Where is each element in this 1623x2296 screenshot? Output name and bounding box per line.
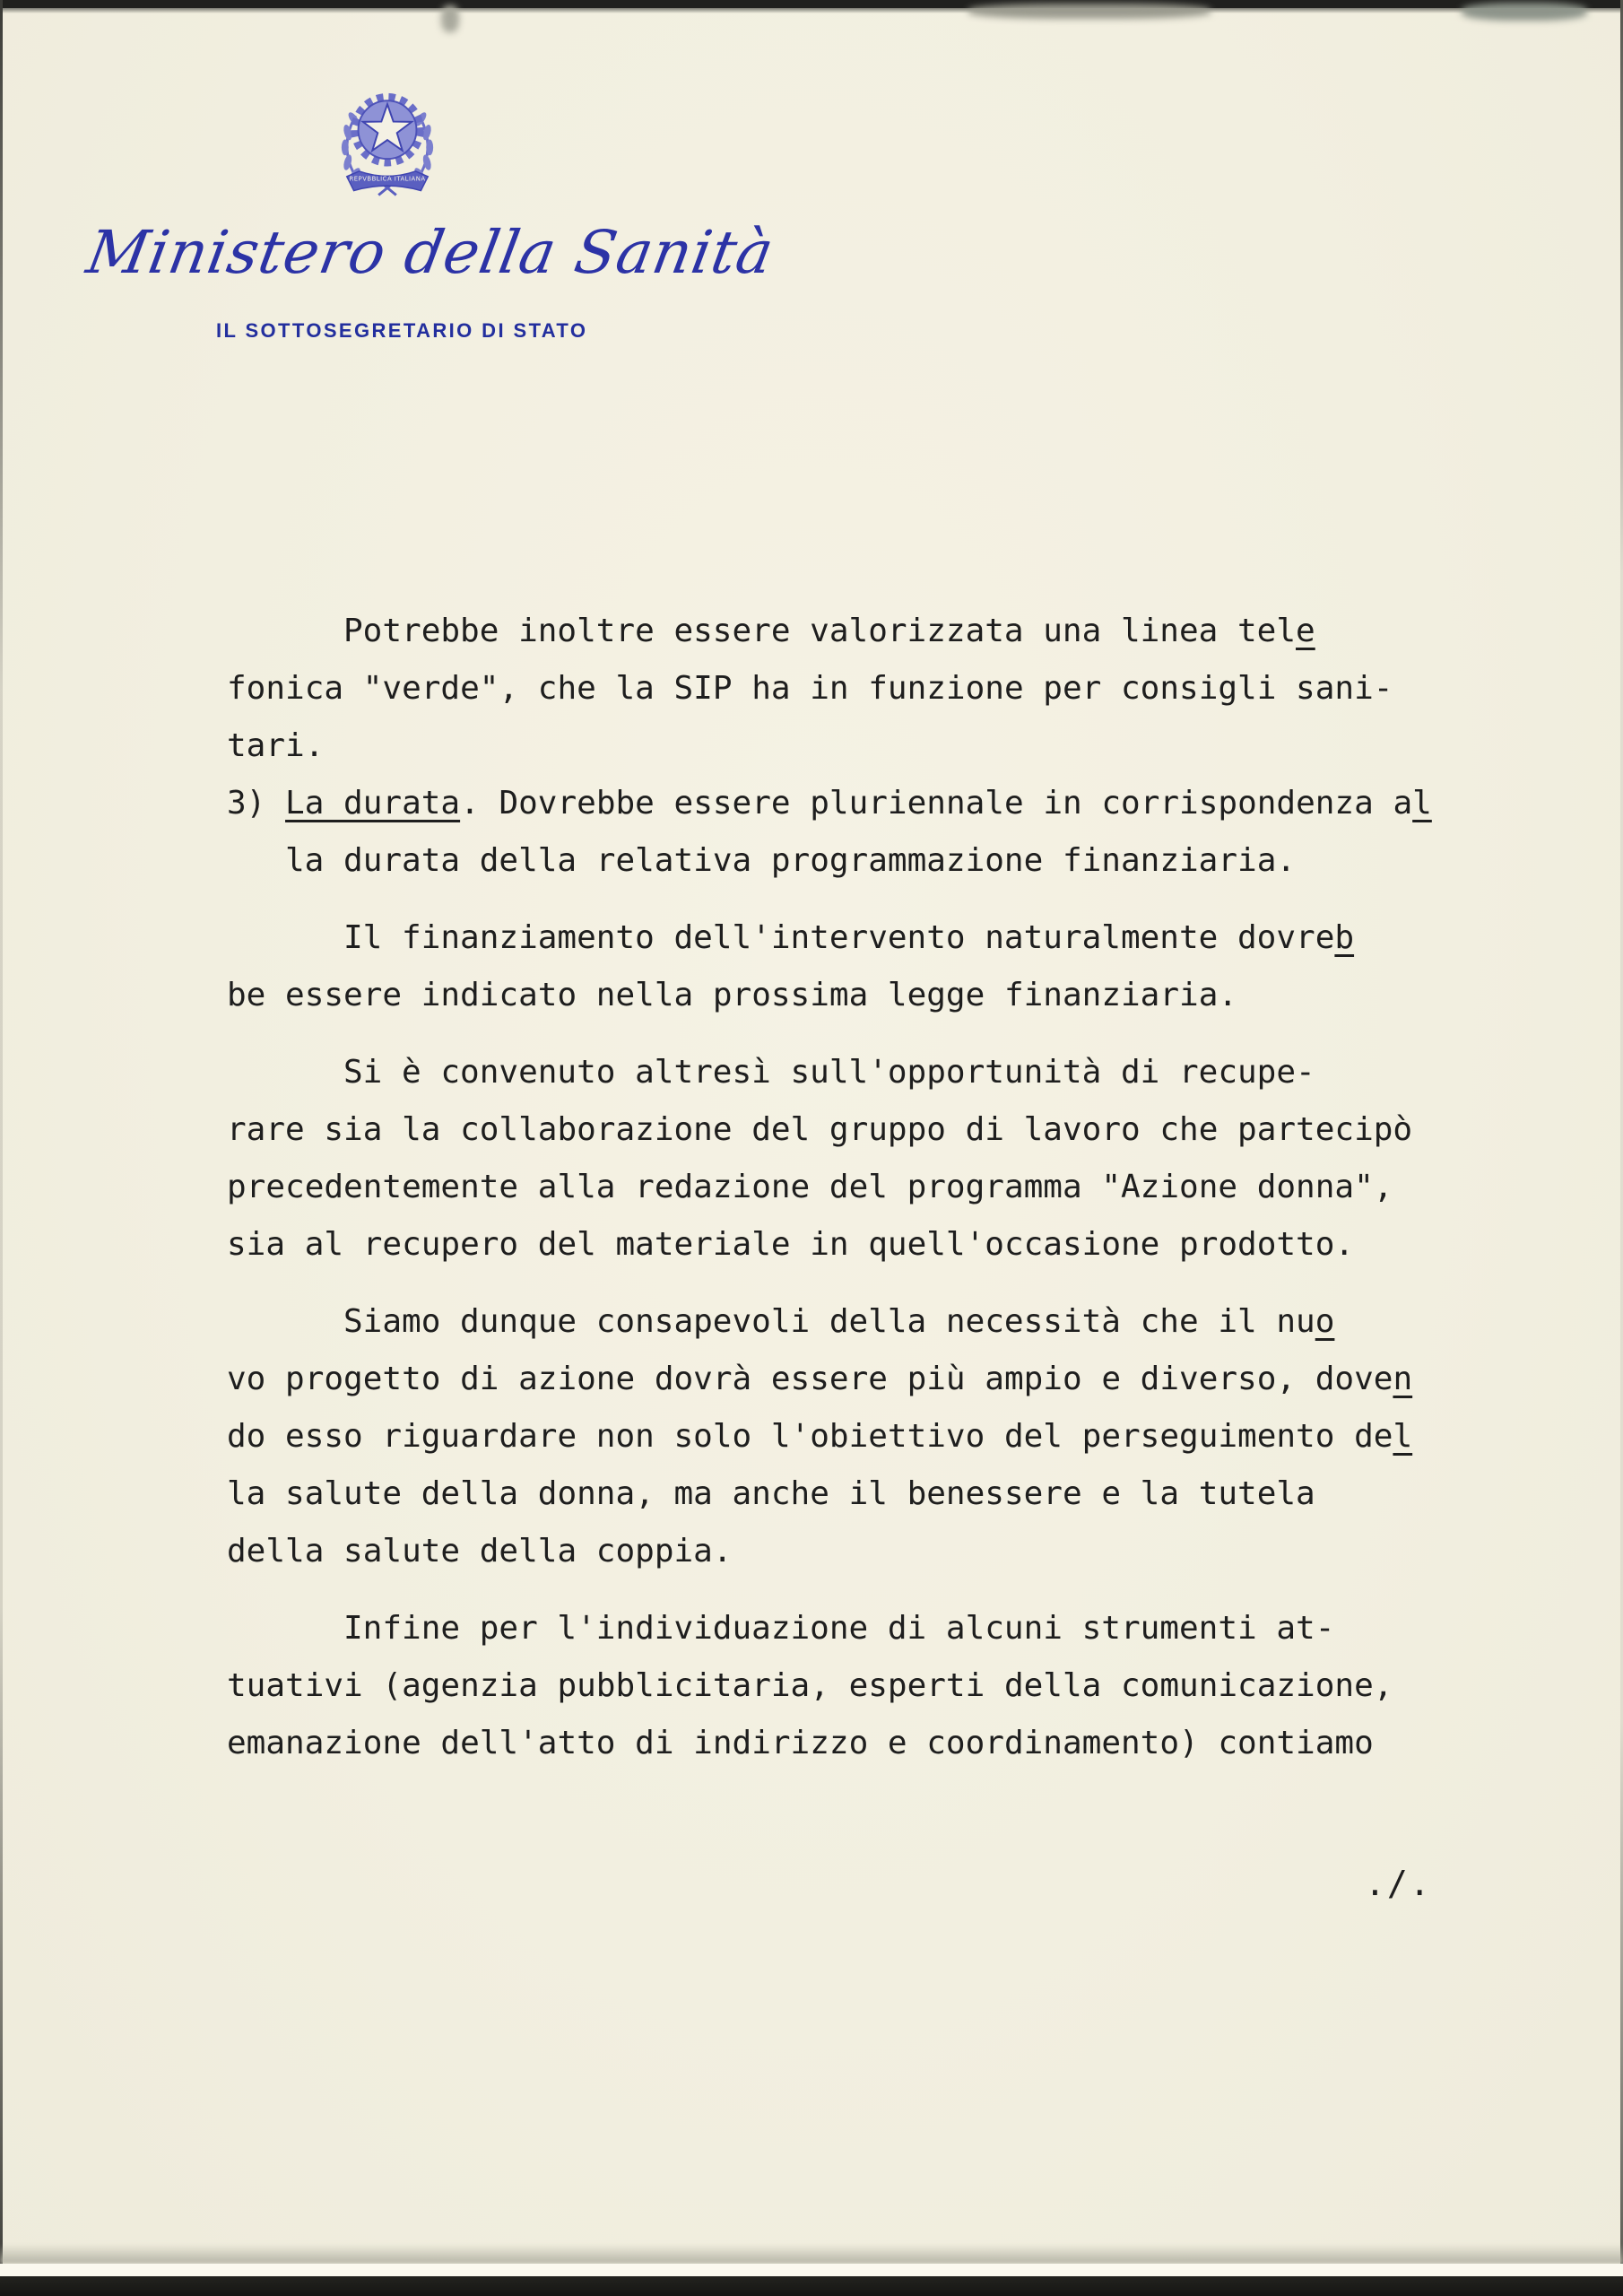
body-line xyxy=(227,1600,1536,1657)
text-segment: la salute della donna, ma anche il benessere e la tutela xyxy=(227,1475,1315,1512)
office-title: IL SOTTOSEGRETARIO DI STATO xyxy=(216,319,588,342)
body-line xyxy=(227,603,1536,660)
emblem-ribbon-text: REPVBBLICA ITALIANA xyxy=(349,175,426,183)
underlined-text: n xyxy=(1393,1361,1413,1397)
text-segment: emanazione dell'atto di indirizzo e coordinamento) contiamo xyxy=(227,1725,1374,1761)
text-segment: Infine per l'individuazione di alcuni strumenti at- xyxy=(343,1610,1335,1647)
body-line xyxy=(227,832,1536,890)
letter-body xyxy=(227,603,1536,1772)
body-line xyxy=(227,718,1536,775)
text-segment: vo progetto di azione dovrà essere più ampio e diverso, dove xyxy=(227,1361,1393,1397)
body-line xyxy=(227,1101,1536,1159)
text-segment: rare sia la collaborazione del gruppo di lavoro che partecipò xyxy=(227,1111,1413,1148)
underlined-text: La durata xyxy=(285,785,461,822)
text-segment: sia al recupero del materiale in quell'occasione prodotto. xyxy=(227,1226,1355,1263)
text-segment: fonica "verde", che la SIP ha in funzione per consigli sani- xyxy=(227,670,1393,707)
body-line xyxy=(227,1351,1536,1408)
italian-republic-emblem-icon xyxy=(334,76,440,205)
body-line xyxy=(227,1715,1536,1772)
body-line xyxy=(227,1159,1536,1216)
text-segment: Siamo dunque consapevoli della necessità che il nu xyxy=(343,1303,1315,1340)
text-segment: tuativi (agenzia pubblicitaria, esperti della comunicazione, xyxy=(227,1667,1393,1704)
scan-edge-bottom xyxy=(0,2276,1623,2296)
underlined-text: b xyxy=(1334,919,1355,956)
scan-edge-bottom-paper xyxy=(0,2264,1623,2276)
text-segment: Potrebbe inoltre essere valorizzata una linea tel xyxy=(343,613,1297,649)
scan-smudge xyxy=(1462,3,1587,21)
scan-edge-bottom-shadow xyxy=(0,2244,1623,2264)
continuation-mark: ./. xyxy=(1365,1864,1432,1903)
text-segment: 3) xyxy=(227,785,286,822)
body-line xyxy=(227,1293,1536,1351)
body-line xyxy=(227,967,1536,1024)
scan-edge-top-fade xyxy=(0,8,1623,13)
text-segment: Si è convenuto altresì sull'opportunità di recupe- xyxy=(343,1054,1315,1091)
body-line xyxy=(227,1216,1536,1274)
text-segment: della salute della coppia. xyxy=(227,1533,733,1570)
body-line xyxy=(227,1044,1536,1101)
ministry-name-script: Ministero della Sanità xyxy=(82,218,779,287)
text-segment: Il finanziamento dell'intervento naturalmente dovre xyxy=(343,919,1335,956)
scan-edge-left xyxy=(0,0,3,2296)
text-segment: be essere indicato nella prossima legge finanziaria. xyxy=(227,977,1238,1013)
scan-smudge xyxy=(441,5,459,32)
underlined-text: e xyxy=(1296,613,1315,649)
text-segment: . Dovrebbe essere pluriennale in corrispondenza a xyxy=(460,785,1413,822)
scan-smudge xyxy=(968,4,1211,19)
underlined-text: o xyxy=(1315,1303,1335,1340)
text-segment: precedentemente alla redazione del programma "Azione donna", xyxy=(227,1169,1393,1205)
body-line xyxy=(227,909,1536,967)
scan-edge-top xyxy=(0,0,1623,8)
text-segment: la durata della relativa programmazione finanziaria. xyxy=(285,842,1297,879)
body-line xyxy=(227,1408,1536,1465)
body-line xyxy=(227,1523,1536,1580)
underlined-text: l xyxy=(1393,1418,1413,1455)
body-line xyxy=(227,775,1536,832)
text-segment: do esso riguardare non solo l'obiettivo del perseguimento de xyxy=(227,1418,1393,1455)
body-line xyxy=(227,660,1536,718)
body-line xyxy=(227,1465,1536,1523)
underlined-text: l xyxy=(1412,785,1432,822)
body-line xyxy=(227,1657,1536,1715)
text-segment: tari. xyxy=(227,727,325,764)
